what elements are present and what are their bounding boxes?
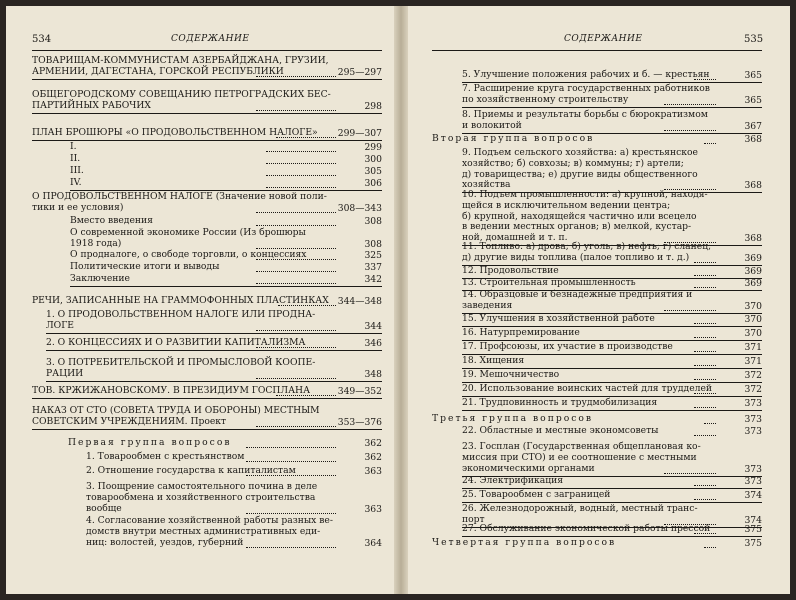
toc-entry-text: I.	[70, 141, 77, 152]
toc-entry-text: ЛОГЕ	[46, 319, 74, 331]
toc-entry	[432, 414, 593, 425]
toc-entry	[462, 398, 657, 409]
toc-page-number: 295—297	[337, 66, 382, 78]
toc-page-number: 344—348	[337, 296, 382, 307]
entry-separator	[46, 350, 382, 351]
toc-entry-text: домств внутри местных административных еди-	[86, 525, 321, 537]
dot-leader	[256, 76, 336, 77]
toc-page-number: 374	[744, 490, 762, 501]
left-page	[6, 6, 398, 594]
toc-page-number: 362	[364, 452, 382, 463]
toc-entry-text: 13. Строительная промышленность	[462, 277, 636, 288]
toc-entry-text: 25. Товарообмен с заграницей	[462, 489, 611, 500]
toc-page-number: 374	[744, 514, 762, 526]
entry-separator	[46, 333, 382, 334]
toc-entry-text: 20. Использование воинских частей для трудделей	[462, 383, 713, 394]
toc-entry-text: 16. Натурпремирование	[462, 327, 580, 338]
dot-leader	[694, 393, 716, 394]
toc-entry	[68, 438, 232, 449]
dot-leader	[246, 461, 336, 462]
toc-entry-text: ТОВ. КРЖИЖАНОВСКОМУ. В ПРЕЗИДИУМ ГОСПЛАНА	[32, 385, 311, 396]
toc-entry	[70, 154, 80, 165]
dot-leader	[694, 323, 716, 324]
toc-page-number: 299	[364, 142, 382, 153]
toc-page-number: 373	[744, 414, 762, 425]
page-number: 534	[32, 34, 52, 45]
toc-page-number: 325	[364, 250, 382, 261]
toc-entry-text: хозяйства	[462, 179, 511, 191]
toc-entry	[46, 310, 315, 332]
dot-leader	[256, 347, 336, 348]
toc-page-number: 298	[364, 100, 382, 112]
toc-page-number: 346	[364, 338, 382, 349]
toc-entry-text: товарообмена и хозяйственного строительства	[86, 491, 316, 503]
toc-entry-text: ниц: волостей, уездов, губерний	[86, 536, 244, 548]
toc-entry-text: 10. Подъем промышленности: а) крупной, находя-	[462, 189, 708, 200]
toc-entry-text: 22. Областные и местные экономсоветы	[462, 425, 659, 436]
toc-entry	[70, 274, 130, 285]
toc-entry-text: II.	[70, 153, 81, 164]
entry-separator	[32, 429, 382, 430]
toc-entry-text: по хозяйственному строительству	[462, 93, 629, 105]
toc-entry	[462, 190, 708, 244]
toc-entry-text: щейся в исключительном ведении центра;	[462, 199, 671, 211]
toc-entry-text: СОВЕТСКИМ УЧРЕЖДЕНИЯМ. Проект	[32, 415, 227, 427]
entry-separator	[32, 140, 382, 141]
toc-entry	[462, 70, 710, 81]
toc-entry-text: 8. Приемы и результаты борьбы с бюрократизмом	[462, 109, 708, 120]
dot-leader	[704, 423, 716, 424]
dot-leader	[246, 447, 336, 448]
dot-leader	[694, 275, 716, 276]
toc-entry	[32, 192, 327, 214]
toc-entry-text: 19. Мешочничество	[462, 369, 560, 380]
entry-separator	[32, 113, 382, 114]
toc-entry-text: 1918 года)	[70, 237, 122, 249]
dot-leader	[256, 271, 336, 272]
toc-page-number: 370	[744, 300, 762, 312]
toc-page-number: 299—307	[337, 128, 382, 139]
dot-leader	[694, 287, 716, 288]
toc-page-number: 300	[364, 154, 382, 165]
dot-leader	[664, 310, 716, 311]
toc-entry	[462, 426, 658, 437]
dot-leader	[256, 259, 336, 260]
toc-entry-text: тики и ее условия)	[32, 201, 124, 213]
toc-page-number: 370	[744, 328, 762, 339]
toc-entry-text: в ведении местных органов; в) мелкой, кустар-	[462, 221, 692, 233]
dot-leader	[694, 351, 716, 352]
dot-leader	[266, 163, 336, 164]
toc-entry-text: НАКАЗ ОТ СТО (СОВЕТА ТРУДА И ОБОРОНЫ) МЕСТНЫМ	[32, 405, 320, 416]
toc-page-number: 363	[364, 466, 382, 477]
toc-entry-text: ной, домашней и т. п.	[462, 232, 568, 244]
toc-page-number: 306	[364, 178, 382, 189]
toc-page-number: 372	[744, 384, 762, 395]
toc-page-number: 348	[364, 368, 382, 380]
dot-leader	[694, 533, 716, 534]
dot-leader	[278, 305, 336, 306]
dot-leader	[694, 337, 716, 338]
toc-entry-text: III.	[70, 165, 84, 176]
dot-leader	[694, 379, 716, 380]
toc-entry-text: 2. Отношение государства к капиталистам	[86, 465, 296, 476]
toc-entry-text: миссия при СТО) и ее соотношение с местными	[462, 451, 697, 463]
toc-entry-text: д) товарищества; е) другие виды общественного	[462, 168, 698, 180]
toc-page-number: 367	[744, 120, 762, 132]
toc-entry	[462, 290, 692, 312]
toc-entry-text: 23. Госплан (Государственная общеплановая ко-	[462, 441, 701, 452]
toc-entry	[462, 242, 711, 264]
toc-entry-text: 11. Топливо: а) дрова; б) уголь; в) нефть; г) сланец;	[462, 241, 712, 252]
toc-entry	[32, 406, 320, 428]
entry-separator	[462, 410, 762, 411]
toc-page-number: 371	[744, 356, 762, 367]
toc-entry-text: порт	[462, 513, 485, 525]
page-number: 535	[744, 34, 764, 45]
toc-entry	[46, 358, 315, 380]
toc-page-number: 342	[364, 274, 382, 285]
toc-page-number: 373	[744, 426, 762, 437]
toc-page-number: 368	[744, 134, 762, 145]
toc-page-number: 353—376	[337, 416, 382, 428]
toc-entry	[462, 356, 524, 367]
toc-entry-text: 17. Профсоюзы, их участие в производстве	[462, 341, 673, 352]
dot-leader	[664, 104, 716, 105]
entry-separator	[46, 381, 382, 382]
toc-entry-text: Первая группа вопросов	[68, 437, 232, 448]
toc-entry-text: 12. Продовольствие	[462, 265, 559, 276]
toc-entry	[432, 134, 594, 145]
toc-entry-text: ТОВАРИЩАМ-КОММУНИСТАМ АЗЕРБАЙДЖАНА, ГРУЗИИ,	[32, 55, 329, 66]
toc-entry	[462, 490, 610, 501]
dot-leader	[664, 473, 716, 474]
toc-entry-text: АРМЕНИИ, ДАГЕСТАНА, ГОРСКОЙ РЕСПУБЛИКИ	[32, 65, 284, 77]
toc-page-number: 373	[744, 463, 762, 475]
toc-entry	[86, 482, 317, 514]
book-spread	[6, 6, 790, 594]
toc-page-number: 308	[364, 238, 382, 250]
toc-entry	[32, 128, 318, 139]
dot-leader	[266, 175, 336, 176]
toc-entry	[86, 516, 333, 548]
dot-leader	[256, 378, 336, 379]
toc-entry-text: 2. О КОНЦЕССИЯХ И О РАЗВИТИИ КАПИТАЛИЗМА	[46, 337, 306, 348]
toc-entry-text: ОБЩЕГОРОДСКОМУ СОВЕЩАНИЮ ПЕТРОГРАДСКИХ БЕС-	[32, 89, 331, 100]
toc-entry-text: Четвертая группа вопросов	[432, 537, 617, 548]
running-head: СОДЕРЖАНИЕ	[171, 34, 250, 44]
toc-entry-text: О современной экономике России (Из брошюры	[70, 227, 306, 238]
toc-page-number: 372	[744, 370, 762, 381]
toc-entry	[32, 90, 331, 112]
dot-leader	[256, 330, 336, 331]
toc-entry-text: IV.	[70, 177, 82, 188]
toc-entry	[462, 110, 708, 132]
dot-leader	[266, 151, 336, 152]
entry-separator	[32, 398, 382, 399]
toc-entry	[70, 216, 153, 227]
toc-entry-text: О продналоге, о свободе торговли, о концессиях	[70, 249, 307, 260]
toc-entry-text: хозяйство; б) совхозы; в) коммуны; г) артели;	[462, 157, 684, 169]
toc-entry-text: д) другие виды топлива (палое топливо и т. д.)	[462, 251, 690, 263]
toc-entry	[462, 84, 710, 106]
toc-entry-text: РЕЧИ, ЗАПИСАННЫЕ НА ГРАММОФОННЫХ ПЛАСТИНКАХ	[32, 295, 329, 306]
toc-entry	[462, 148, 698, 191]
toc-entry-text: 1. Товарообмен с крестьянством	[86, 451, 245, 462]
toc-entry-text: О ПРОДОВОЛЬСТВЕННОМ НАЛОГЕ (Значение новой поли-	[32, 191, 327, 202]
toc-entry-text: 4. Согласование хозяйственной работы разных ве-	[86, 515, 333, 526]
header-rule	[432, 50, 762, 51]
toc-entry-text: 3. О ПОТРЕБИТЕЛЬСКОЙ И ПРОМЫСЛОВОЙ КООПЕ-	[46, 357, 316, 368]
dot-leader	[256, 283, 336, 284]
toc-page-number: 368	[744, 180, 762, 192]
toc-entry-text: 27. Обслуживание экономической работы прессой	[462, 523, 711, 534]
toc-page-number: 308	[364, 216, 382, 227]
dot-leader	[256, 426, 336, 427]
dot-leader	[256, 212, 336, 213]
toc-page-number: 370	[744, 314, 762, 325]
toc-entry-text: 21. Трудповинность и трудмобилизация	[462, 397, 658, 408]
toc-entry-text: 14. Образцовые и безнадежные предприятия и	[462, 289, 693, 300]
toc-page-number: 337	[364, 262, 382, 273]
dot-leader	[704, 547, 716, 548]
dot-leader	[266, 187, 336, 188]
toc-entry	[462, 314, 655, 325]
toc-entry-text: РАЦИИ	[46, 367, 84, 379]
toc-entry	[462, 442, 701, 474]
dot-leader	[694, 407, 716, 408]
dot-leader	[246, 547, 336, 548]
toc-entry	[462, 278, 636, 289]
running-head: СОДЕРЖАНИЕ	[564, 34, 643, 44]
toc-entry	[32, 56, 329, 78]
dot-leader	[256, 225, 336, 226]
toc-page-number: 373	[744, 398, 762, 409]
dot-leader	[246, 475, 336, 476]
toc-entry-text: 9. Подъем сельского хозяйства: а) крестьянское	[462, 147, 698, 158]
toc-entry-text: экономическими органами	[462, 462, 595, 474]
dot-leader	[694, 485, 716, 486]
toc-page-number: 308—343	[337, 202, 382, 214]
entry-separator	[32, 79, 382, 80]
toc-entry-text: 15. Улучшения в хозяйственной работе	[462, 313, 655, 324]
toc-page-number: 364	[364, 537, 382, 549]
toc-page-number: 365	[744, 70, 762, 81]
toc-entry-text: 7. Расширение круга государственных работников	[462, 83, 710, 94]
toc-page-number: 375	[744, 538, 762, 549]
dot-leader	[694, 499, 716, 500]
toc-page-number: 365	[744, 94, 762, 106]
toc-page-number: 369	[744, 278, 762, 289]
dot-leader	[664, 130, 716, 131]
toc-entry-text: Третья группа вопросов	[432, 413, 594, 424]
toc-entry	[462, 476, 563, 487]
toc-entry	[462, 328, 580, 339]
dot-leader	[276, 395, 336, 396]
toc-entry-text: 5. Улучшение положения рабочих и б. — крестьян	[462, 69, 710, 80]
toc-entry	[32, 386, 310, 397]
toc-entry-text: ПАРТИЙНЫХ РАБОЧИХ	[32, 99, 151, 111]
toc-entry	[70, 178, 82, 189]
toc-page-number: 344	[364, 320, 382, 332]
toc-page-number: 369	[744, 266, 762, 277]
toc-page-number: 362	[364, 438, 382, 449]
toc-entry-text: вообще	[86, 502, 122, 514]
dot-leader	[694, 365, 716, 366]
right-page	[404, 6, 790, 594]
toc-entry-text: 24. Электрификация	[462, 475, 564, 486]
entry-separator	[70, 286, 382, 287]
toc-entry	[432, 538, 616, 549]
toc-page-number: 373	[744, 476, 762, 487]
toc-entry	[70, 142, 77, 153]
toc-entry-text: заведения	[462, 299, 513, 311]
entry-separator	[462, 107, 762, 108]
toc-entry-text: 18. Хищения	[462, 355, 525, 366]
header-rule	[32, 50, 382, 51]
toc-entry	[462, 524, 710, 535]
dot-leader	[694, 262, 716, 263]
dot-leader	[704, 143, 716, 144]
toc-entry-text: 3. Поощрение самостоятельного почина в деле	[86, 481, 318, 492]
toc-entry	[462, 266, 559, 277]
toc-entry-text: 26. Железнодорожный, водный, местный транс-	[462, 503, 698, 514]
toc-page-number: 371	[744, 342, 762, 353]
toc-entry-text: Политические итоги и выводы	[70, 261, 220, 272]
dot-leader	[694, 435, 716, 436]
toc-entry	[70, 228, 306, 250]
toc-page-number: 349—352	[337, 386, 382, 397]
dot-leader	[694, 79, 716, 80]
toc-entry-text: Вторая группа вопросов	[432, 133, 595, 144]
toc-page-number: 369	[744, 252, 762, 264]
toc-entry	[70, 262, 219, 273]
toc-page-number: 368	[744, 233, 762, 245]
toc-entry	[462, 384, 712, 395]
toc-entry	[462, 342, 673, 353]
dot-leader	[256, 110, 336, 111]
toc-entry-text: Заключение	[70, 273, 130, 284]
toc-page-number: 305	[364, 166, 382, 177]
toc-entry	[70, 166, 84, 177]
toc-entry-text: ПЛАН БРОШЮРЫ «О ПРОДОВОЛЬСТВЕННОМ НАЛОГЕ»	[32, 127, 318, 138]
toc-page-number: 375	[744, 524, 762, 535]
toc-entry-text: Вместо введения	[70, 215, 153, 226]
toc-entry-text: и волокитой	[462, 119, 522, 131]
toc-entry	[462, 370, 559, 381]
toc-page-number: 363	[364, 503, 382, 515]
dot-leader	[246, 513, 336, 514]
toc-entry-text: б) крупной, находящейся частично или всецело	[462, 210, 697, 222]
toc-entry-text: 1. О ПРОДОВОЛЬСТВЕННОМ НАЛОГЕ ИЛИ ПРОДНА-	[46, 309, 316, 320]
toc-entry	[86, 452, 244, 463]
dot-leader	[276, 137, 336, 138]
